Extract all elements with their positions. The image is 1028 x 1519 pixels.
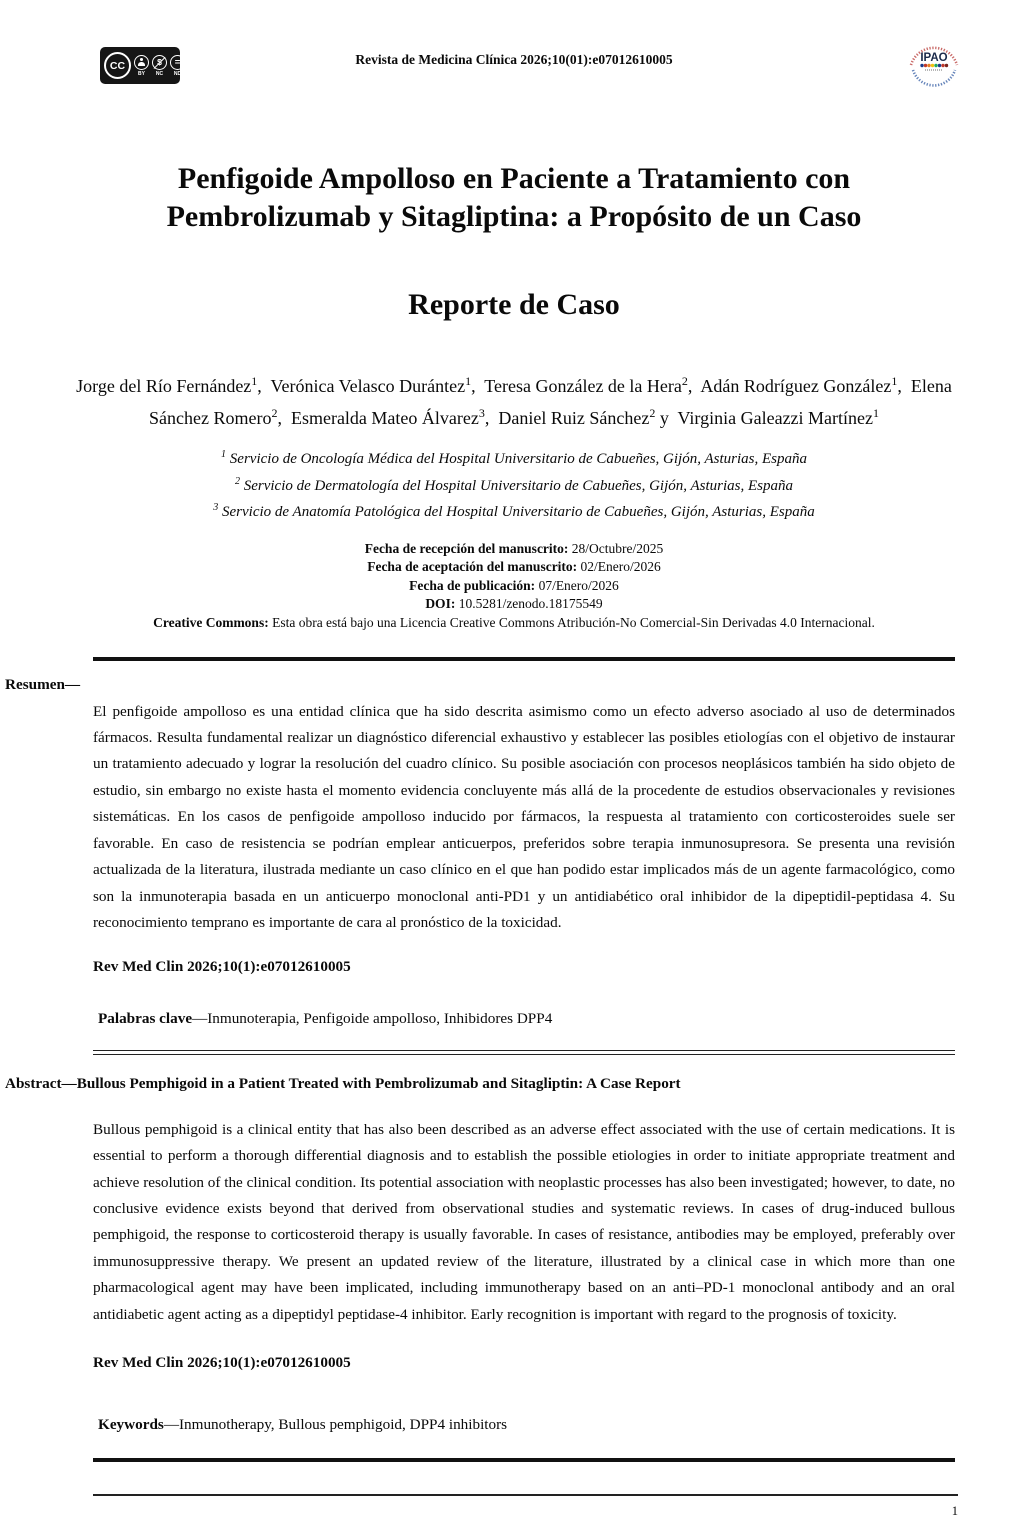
- citation-reference-es: Rev Med Clin 2026;10(1):e07012610005: [93, 958, 351, 976]
- metadata-line: Fecha de publicación: 07/Enero/2026: [409, 577, 619, 593]
- author-affiliation-superscript: 2: [649, 406, 656, 421]
- journal-header-reference: Revista de Medicina Clínica 2026;10(01):e07012610005: [355, 52, 673, 67]
- footer-divider-thin: [93, 1494, 958, 1496]
- article-title: Penfigoide Ampolloso en Paciente a Tratamiento con Pembrolizumab y Sitagliptina: a Propósito de un Caso: [166, 162, 862, 234]
- author: Adán Rodríguez González$^1$,: [700, 374, 911, 397]
- cc-nd-icon: = ND: [170, 55, 185, 77]
- page-number: 1: [951, 1503, 958, 1518]
- keywords-value: —Inmunotherapy, Bullous pemphigoid, DPP4 inhibitors: [163, 1416, 508, 1434]
- author-affiliation-superscript: 1: [251, 374, 258, 389]
- author-affiliation-superscript: 1: [891, 374, 898, 389]
- author: Virginia Galeazzi Martínez$^1$: [677, 406, 880, 429]
- author: Verónica Velasco Durántez$^1$,: [270, 374, 485, 397]
- affiliation: $^1$ Servicio de Oncología Médica del Hospital Universitario de Cabueñes, Gijón, Asturias, España: [221, 449, 807, 468]
- metadata-line: Creative Commons: Esta obra está bajo una Licencia Creative Commons Atribución-No Comercial-Sin Derivadas 4.0 Internacional.: [153, 615, 875, 631]
- abstract-body: Bullous pemphigoid is a clinical entity that has also been described as an adverse effect associated with the use of certain medications. It is essential to perform a thorough differential diagnosis and to establish the possible etiologies in order to initiate appropriate treatment and achieve resolution of the clinical condition. Its potential association with neoplastic processes has also been investigated; however, to date, no conclusive evidence exists beyond that derived from observational studies and systematic reviews. In cases of drug-induced bullous pemphigoid, the response to corticosteroid therapy is usually favorable. In cases of resistance, antibodies may be employed, preferably over immunosuppressive therapy. We present an updated review of the literature, illustrated by a clinical case in which more than one pharmacological agent may have been implicated, including immunotherapy based on an anti–PD-1 monoclonal antibody and an oral antidiabetic agent acting as a dipeptidyl peptidase-4 inhibitor. Early recognition is important with regard to the prognosis of toxicity.: [93, 1120, 955, 1323]
- cc-by-icon: BY: [134, 55, 149, 77]
- resumen-heading: Resumen—: [5, 675, 81, 693]
- author-affiliation-superscript: 3: [478, 406, 485, 421]
- section-divider-thick: [93, 657, 955, 661]
- keywords-line: [93, 1416, 960, 1434]
- section-divider-double: [93, 1050, 955, 1055]
- svg-text:IPAO: IPAO: [920, 52, 948, 64]
- author: Esmeralda Mateo Álvarez$^3$,: [290, 406, 499, 429]
- author-affiliation-superscript: 2: [271, 406, 278, 421]
- manuscript-metadata: [0, 540, 1028, 633]
- author-list: [74, 368, 954, 432]
- affiliation: $^2$ Servicio de Dermatología del Hospital Universitario de Cabueñes, Gijón, Asturias, España: [234, 475, 793, 494]
- keywords-label: Keywords: [98, 1416, 164, 1434]
- article-type-subtitle: Reporte de Caso: [408, 288, 620, 322]
- footer-divider-thick: [93, 1458, 955, 1462]
- author-affiliation-superscript: 1: [873, 406, 880, 421]
- metadata-line: Fecha de aceptación del manuscrito: 02/Enero/2026: [367, 559, 661, 575]
- resumen-body: El penfigoide ampolloso es una entidad clínica que ha sido descrita asimismo como un efecto adverso asociado al uso de determinados fármacos. Resulta fundamental realizar un diagnóstico diferencial exhaustivo y establecer las posibles etiologías con el objetivo de instaurar un tratamiento adecuado y lograr la resolución del cuadro clínico. Su posible asociación con procesos neoplásicos también ha sido objeto de estudio, sin embargo no existe hasta el momento evidencia concluyente más allá de la procedente de estudios observacionales y revisiones sistemáticas. En los casos de penfigoide ampolloso inducido por fármacos, la respuesta al tratamiento con corticosteroides suele ser favorable. En caso de resistencia se podrían emplear anticuerpos, preferidos sobre terapia inmunosupresora. Se presenta una revisión actualizada de la literatura, ilustrada mediante un caso clínico en el que han podido estar implicados más de un agente farmacológico, como son la inmunoterapia basada en un anticuerpo monoclonal anti-PD1 y un antidiabético oral inhibidor de la dipeptidil-peptidasa 4. Su reconocimiento temprano es importante de cara al pronóstico de la toxicidad.: [93, 702, 955, 931]
- abstract-heading: Abstract—Bullous Pemphigoid in a Patient Treated with Pembrolizumab and Sitagliptin: A Case Report: [5, 1074, 681, 1092]
- metadata-line: DOI: 10.5281/zenodo.18175549: [425, 596, 603, 612]
- author: Teresa González de la Hera$^2$,: [484, 374, 701, 397]
- affiliation-list: [0, 444, 1028, 524]
- page-header: [0, 0, 1028, 100]
- cc-nc-icon: NC: [152, 55, 167, 77]
- metadata-line: Fecha de recepción del manuscrito: 28/Octubre/2025: [364, 540, 664, 556]
- cc-icon: CC: [104, 52, 131, 79]
- ipao-publisher-logo-icon: [901, 28, 967, 94]
- citation-reference-en: Rev Med Clin 2026;10(1):e07012610005: [93, 1354, 351, 1372]
- palabras-clave-label: Palabras clave: [98, 1010, 193, 1028]
- author: Jorge del Río Fernández$^1$,: [76, 374, 271, 397]
- palabras-clave-line: [93, 1010, 960, 1028]
- author-affiliation-superscript: 2: [681, 374, 688, 389]
- palabras-clave-value: —Inmunoterapia, Penfigoide ampolloso, Inhibidores DPP4: [192, 1010, 553, 1028]
- author: Daniel Ruiz Sánchez$^2$ y: [498, 406, 678, 429]
- author: Elena Sánchez Romero$^2$,: [148, 376, 952, 429]
- author-affiliation-superscript: 1: [465, 374, 472, 389]
- affiliation: $^3$ Servicio de Anatomía Patológica del Hospital Universitario de Cabueñes, Gijón, Asturias, España: [213, 502, 815, 521]
